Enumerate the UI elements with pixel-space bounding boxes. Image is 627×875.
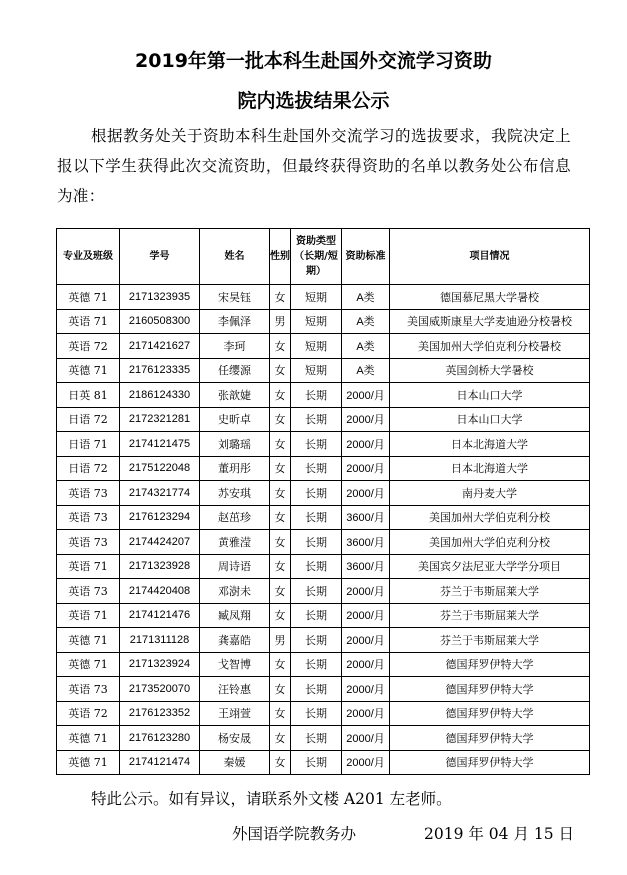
selection-result-table	[56, 228, 590, 775]
cell-class: 英语 73	[57, 530, 120, 555]
table-row	[57, 432, 590, 457]
cell-student-id: 2176123352	[120, 701, 200, 726]
cell-funding-standard: 2000/月	[342, 481, 390, 506]
cell-funding-standard: 2000/月	[342, 603, 390, 628]
cell-project: 德国慕尼黑大学暑校	[390, 285, 590, 310]
cell-class: 英德 71	[57, 628, 120, 653]
cell-funding-standard: A类	[342, 334, 390, 359]
cell-funding-type: 长期	[291, 530, 342, 555]
cell-project: 日本北海道大学	[390, 432, 590, 457]
header-student-id: 学号	[120, 229, 200, 285]
table-row	[57, 358, 590, 383]
cell-class: 英语 73	[57, 481, 120, 506]
cell-gender: 女	[270, 358, 291, 383]
cell-project: 日本山口大学	[390, 383, 590, 408]
cell-name: 杨安晟	[200, 726, 270, 751]
cell-funding-type: 长期	[291, 628, 342, 653]
document-title-line2: 院内选拔结果公示	[237, 90, 390, 112]
cell-funding-type: 长期	[291, 677, 342, 702]
cell-funding-type: 短期	[291, 309, 342, 334]
table-row	[57, 603, 590, 628]
cell-name: 苏安琪	[200, 481, 270, 506]
cell-student-id: 2171323924	[120, 652, 200, 677]
table-row	[57, 309, 590, 334]
cell-class: 英德 71	[57, 285, 120, 310]
cell-gender: 女	[270, 383, 291, 408]
cell-gender: 女	[270, 579, 291, 604]
cell-funding-type: 长期	[291, 579, 342, 604]
cell-funding-type: 长期	[291, 505, 342, 530]
cell-project: 芬兰于韦斯屈莱大学	[390, 628, 590, 653]
table-row	[57, 554, 590, 579]
cell-class: 英德 71	[57, 358, 120, 383]
cell-name: 李珂	[200, 334, 270, 359]
cell-project: 德国拜罗伊特大学	[390, 750, 590, 775]
table-row	[57, 456, 590, 481]
cell-class: 英语 73	[57, 505, 120, 530]
table-row	[57, 383, 590, 408]
cell-student-id: 2174321774	[120, 481, 200, 506]
cell-project: 美国加州大学伯克利分校	[390, 505, 590, 530]
cell-gender: 男	[270, 309, 291, 334]
cell-funding-standard: 2000/月	[342, 677, 390, 702]
cell-student-id: 2176123335	[120, 358, 200, 383]
table-body	[57, 285, 590, 775]
cell-student-id: 2160508300	[120, 309, 200, 334]
cell-project: 南丹麦大学	[390, 481, 590, 506]
cell-student-id: 2171323928	[120, 554, 200, 579]
cell-funding-standard: 3600/月	[342, 530, 390, 555]
cell-funding-type: 短期	[291, 334, 342, 359]
cell-funding-type: 长期	[291, 750, 342, 775]
header-gender: 性别	[270, 229, 291, 285]
cell-project: 日本北海道大学	[390, 456, 590, 481]
cell-funding-standard: A类	[342, 358, 390, 383]
cell-funding-type: 长期	[291, 652, 342, 677]
cell-funding-standard: 2000/月	[342, 383, 390, 408]
table-row	[57, 652, 590, 677]
table-row	[57, 407, 590, 432]
cell-gender: 女	[270, 701, 291, 726]
cell-student-id: 2172321281	[120, 407, 200, 432]
cell-class: 英语 71	[57, 309, 120, 334]
cell-name: 刘璐瑶	[200, 432, 270, 457]
cell-funding-standard: 3600/月	[342, 554, 390, 579]
notice-text: 特此公示。如有异议，请联系外文楼 A201 左老师。	[91, 790, 452, 808]
header-project: 项目情况	[390, 229, 590, 285]
cell-funding-type: 长期	[291, 603, 342, 628]
cell-project: 德国拜罗伊特大学	[390, 677, 590, 702]
cell-class: 日语 72	[57, 456, 120, 481]
cell-name: 张歆婕	[200, 383, 270, 408]
cell-gender: 女	[270, 432, 291, 457]
cell-funding-standard: 2000/月	[342, 456, 390, 481]
table-row	[57, 285, 590, 310]
cell-gender: 女	[270, 481, 291, 506]
cell-student-id: 2176123280	[120, 726, 200, 751]
cell-funding-type: 长期	[291, 407, 342, 432]
header-class: 专业及班级	[57, 229, 120, 285]
cell-class: 英语 72	[57, 334, 120, 359]
cell-gender: 女	[270, 334, 291, 359]
cell-funding-type: 长期	[291, 383, 342, 408]
cell-student-id: 2174121476	[120, 603, 200, 628]
cell-gender: 女	[270, 285, 291, 310]
cell-gender: 女	[270, 652, 291, 677]
cell-project: 日本山口大学	[390, 407, 590, 432]
cell-funding-type: 长期	[291, 701, 342, 726]
header-funding-type: 资助类型（长期/短期）	[291, 229, 342, 285]
cell-funding-standard: 2000/月	[342, 750, 390, 775]
cell-funding-standard: 2000/月	[342, 432, 390, 457]
cell-student-id: 2174121475	[120, 432, 200, 457]
cell-gender: 女	[270, 554, 291, 579]
cell-funding-type: 长期	[291, 432, 342, 457]
cell-funding-type: 长期	[291, 726, 342, 751]
header-funding-standard: 资助标准	[342, 229, 390, 285]
cell-project: 德国拜罗伊特大学	[390, 701, 590, 726]
cell-funding-standard: 2000/月	[342, 652, 390, 677]
cell-name: 史昕卓	[200, 407, 270, 432]
cell-class: 英德 71	[57, 726, 120, 751]
cell-gender: 女	[270, 530, 291, 555]
signature-office: 外国语学院教务办	[232, 825, 357, 843]
cell-funding-standard: 3600/月	[342, 505, 390, 530]
table-header-row	[57, 229, 590, 285]
cell-funding-type: 长期	[291, 456, 342, 481]
table-row	[57, 628, 590, 653]
table-row	[57, 750, 590, 775]
cell-funding-type: 短期	[291, 285, 342, 310]
cell-name: 董玥彤	[200, 456, 270, 481]
cell-student-id: 2186124330	[120, 383, 200, 408]
cell-student-id: 2174424207	[120, 530, 200, 555]
table-row	[57, 677, 590, 702]
cell-student-id: 2171311128	[120, 628, 200, 653]
cell-name: 赵茁珍	[200, 505, 270, 530]
cell-funding-type: 长期	[291, 554, 342, 579]
cell-gender: 女	[270, 456, 291, 481]
table-row	[57, 334, 590, 359]
cell-name: 秦媛	[200, 750, 270, 775]
cell-class: 英德 71	[57, 750, 120, 775]
cell-name: 邓澍未	[200, 579, 270, 604]
cell-student-id: 2175122048	[120, 456, 200, 481]
cell-class: 英德 71	[57, 652, 120, 677]
cell-class: 日语 72	[57, 407, 120, 432]
signature-date: 2019 年 04 月 15 日	[424, 825, 575, 843]
cell-project: 德国拜罗伊特大学	[390, 652, 590, 677]
cell-funding-standard: 2000/月	[342, 579, 390, 604]
cell-gender: 女	[270, 677, 291, 702]
cell-name: 周诗语	[200, 554, 270, 579]
cell-gender: 女	[270, 750, 291, 775]
cell-funding-standard: A类	[342, 285, 390, 310]
cell-name: 黄雅滢	[200, 530, 270, 555]
cell-class: 英语 73	[57, 579, 120, 604]
cell-project: 美国加州大学伯克利分校	[390, 530, 590, 555]
cell-student-id: 2173520070	[120, 677, 200, 702]
cell-gender: 男	[270, 628, 291, 653]
table-row	[57, 530, 590, 555]
cell-name: 任缨源	[200, 358, 270, 383]
cell-student-id: 2171421627	[120, 334, 200, 359]
cell-name: 龚嘉皓	[200, 628, 270, 653]
cell-name: 臧凤翔	[200, 603, 270, 628]
table-row	[57, 481, 590, 506]
cell-funding-standard: 2000/月	[342, 701, 390, 726]
cell-project: 美国威斯康星大学麦迪逊分校暑校	[390, 309, 590, 334]
cell-project: 美国宾夕法尼亚大学学分项目	[390, 554, 590, 579]
cell-class: 日语 71	[57, 432, 120, 457]
header-name: 姓名	[200, 229, 270, 285]
cell-name: 李佩泽	[200, 309, 270, 334]
cell-class: 英语 73	[57, 677, 120, 702]
cell-gender: 女	[270, 407, 291, 432]
cell-name: 戈智博	[200, 652, 270, 677]
cell-funding-type: 长期	[291, 481, 342, 506]
cell-project: 芬兰于韦斯屈莱大学	[390, 579, 590, 604]
cell-name: 宋昊钰	[200, 285, 270, 310]
cell-funding-standard: 2000/月	[342, 407, 390, 432]
cell-class: 日英 81	[57, 383, 120, 408]
cell-class: 英语 71	[57, 603, 120, 628]
cell-student-id: 2174420408	[120, 579, 200, 604]
cell-class: 英语 72	[57, 701, 120, 726]
cell-funding-standard: A类	[342, 309, 390, 334]
cell-name: 汪铃惠	[200, 677, 270, 702]
cell-funding-standard: 2000/月	[342, 628, 390, 653]
table-row	[57, 505, 590, 530]
cell-gender: 女	[270, 726, 291, 751]
cell-project: 德国拜罗伊特大学	[390, 726, 590, 751]
cell-project: 美国加州大学伯克利分校暑校	[390, 334, 590, 359]
cell-gender: 女	[270, 603, 291, 628]
cell-student-id: 2171323935	[120, 285, 200, 310]
intro-paragraph: 根据教务处关于资助本科生赴国外交流学习的选拔要求，我院决定上报以下学生获得此次交流资助，但最终获得资助的名单以教务处公布信息为准：	[57, 127, 571, 205]
cell-name: 王翊萱	[200, 701, 270, 726]
cell-student-id: 2176123294	[120, 505, 200, 530]
document-title-line1: 2019年第一批本科生赴国外交流学习资助	[135, 50, 492, 72]
cell-student-id: 2174121474	[120, 750, 200, 775]
table-row	[57, 701, 590, 726]
cell-funding-type: 短期	[291, 358, 342, 383]
cell-funding-standard: 2000/月	[342, 726, 390, 751]
cell-project: 英国剑桥大学暑校	[390, 358, 590, 383]
cell-gender: 女	[270, 505, 291, 530]
table-row	[57, 579, 590, 604]
cell-project: 芬兰于韦斯屈莱大学	[390, 603, 590, 628]
table-row	[57, 726, 590, 751]
cell-class: 英语 71	[57, 554, 120, 579]
